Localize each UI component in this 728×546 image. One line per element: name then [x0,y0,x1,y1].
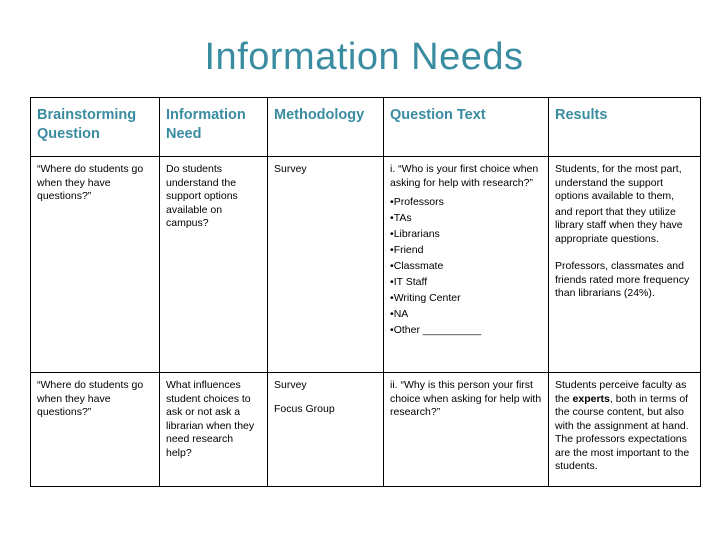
list-item: • TAs [390,212,542,225]
page-title: Information Needs [204,36,524,78]
information-needs-table [30,97,701,487]
question-text-cell: ii. “Why is this person your first choice when asking for help with research?” [384,373,549,487]
answer-options-list [390,196,542,337]
results-text: Professors, classmates and friends rated more frequency than librarians (24%). [555,260,690,299]
list-item: • Other __________ [390,324,542,337]
results-cell [549,373,701,487]
table-row [31,373,701,487]
header-methodology: Methodology [268,98,384,157]
list-item: • Professors [390,196,542,209]
list-item: • Classmate [390,260,542,273]
table-header-row [31,98,701,157]
methodology-cell [268,373,384,487]
results-cell [549,157,701,373]
question-text-cell [384,157,549,373]
methodology-item: Survey [274,379,307,391]
list-item: • Writing Center [390,292,542,305]
methodology-item: Survey [274,163,307,175]
table-row [31,157,701,373]
results-text: Students perceive faculty as the [555,379,687,405]
header-brainstorming-question: Brainstorming Question [31,98,160,157]
question-text: i. “Who is your first choice when asking for help with research?” [390,163,539,189]
brainstorming-cell: “Where do students go when they have questions?” [31,157,160,373]
brainstorming-cell: “Where do students go when they have questions?” [31,373,160,487]
list-item: • Friend [390,244,542,257]
header-information-need: Information Need [160,98,268,157]
results-emphasis: experts [572,392,610,405]
results-text: , both in terms of the course content, but also with the assignment at hand. The professors expectations are the most important to the students. [555,392,690,472]
information-need-cell: Do students understand the support options available on campus? [160,157,268,373]
header-results: Results [549,98,701,157]
results-text: Students, for the most part, understand the support options available to them, [555,163,682,202]
methodology-cell [268,157,384,373]
list-item: • IT Staff [390,276,542,289]
header-question-text: Question Text [384,98,549,157]
methodology-item: Focus Group [274,402,335,415]
list-item: • NA [390,308,542,321]
information-need-cell: What influences student choices to ask or not ask a librarian when they need research help? [160,373,268,487]
results-text: and report that they utilize library staff when they have appropriate questions. [555,205,683,245]
list-item: • Librarians [390,228,542,241]
